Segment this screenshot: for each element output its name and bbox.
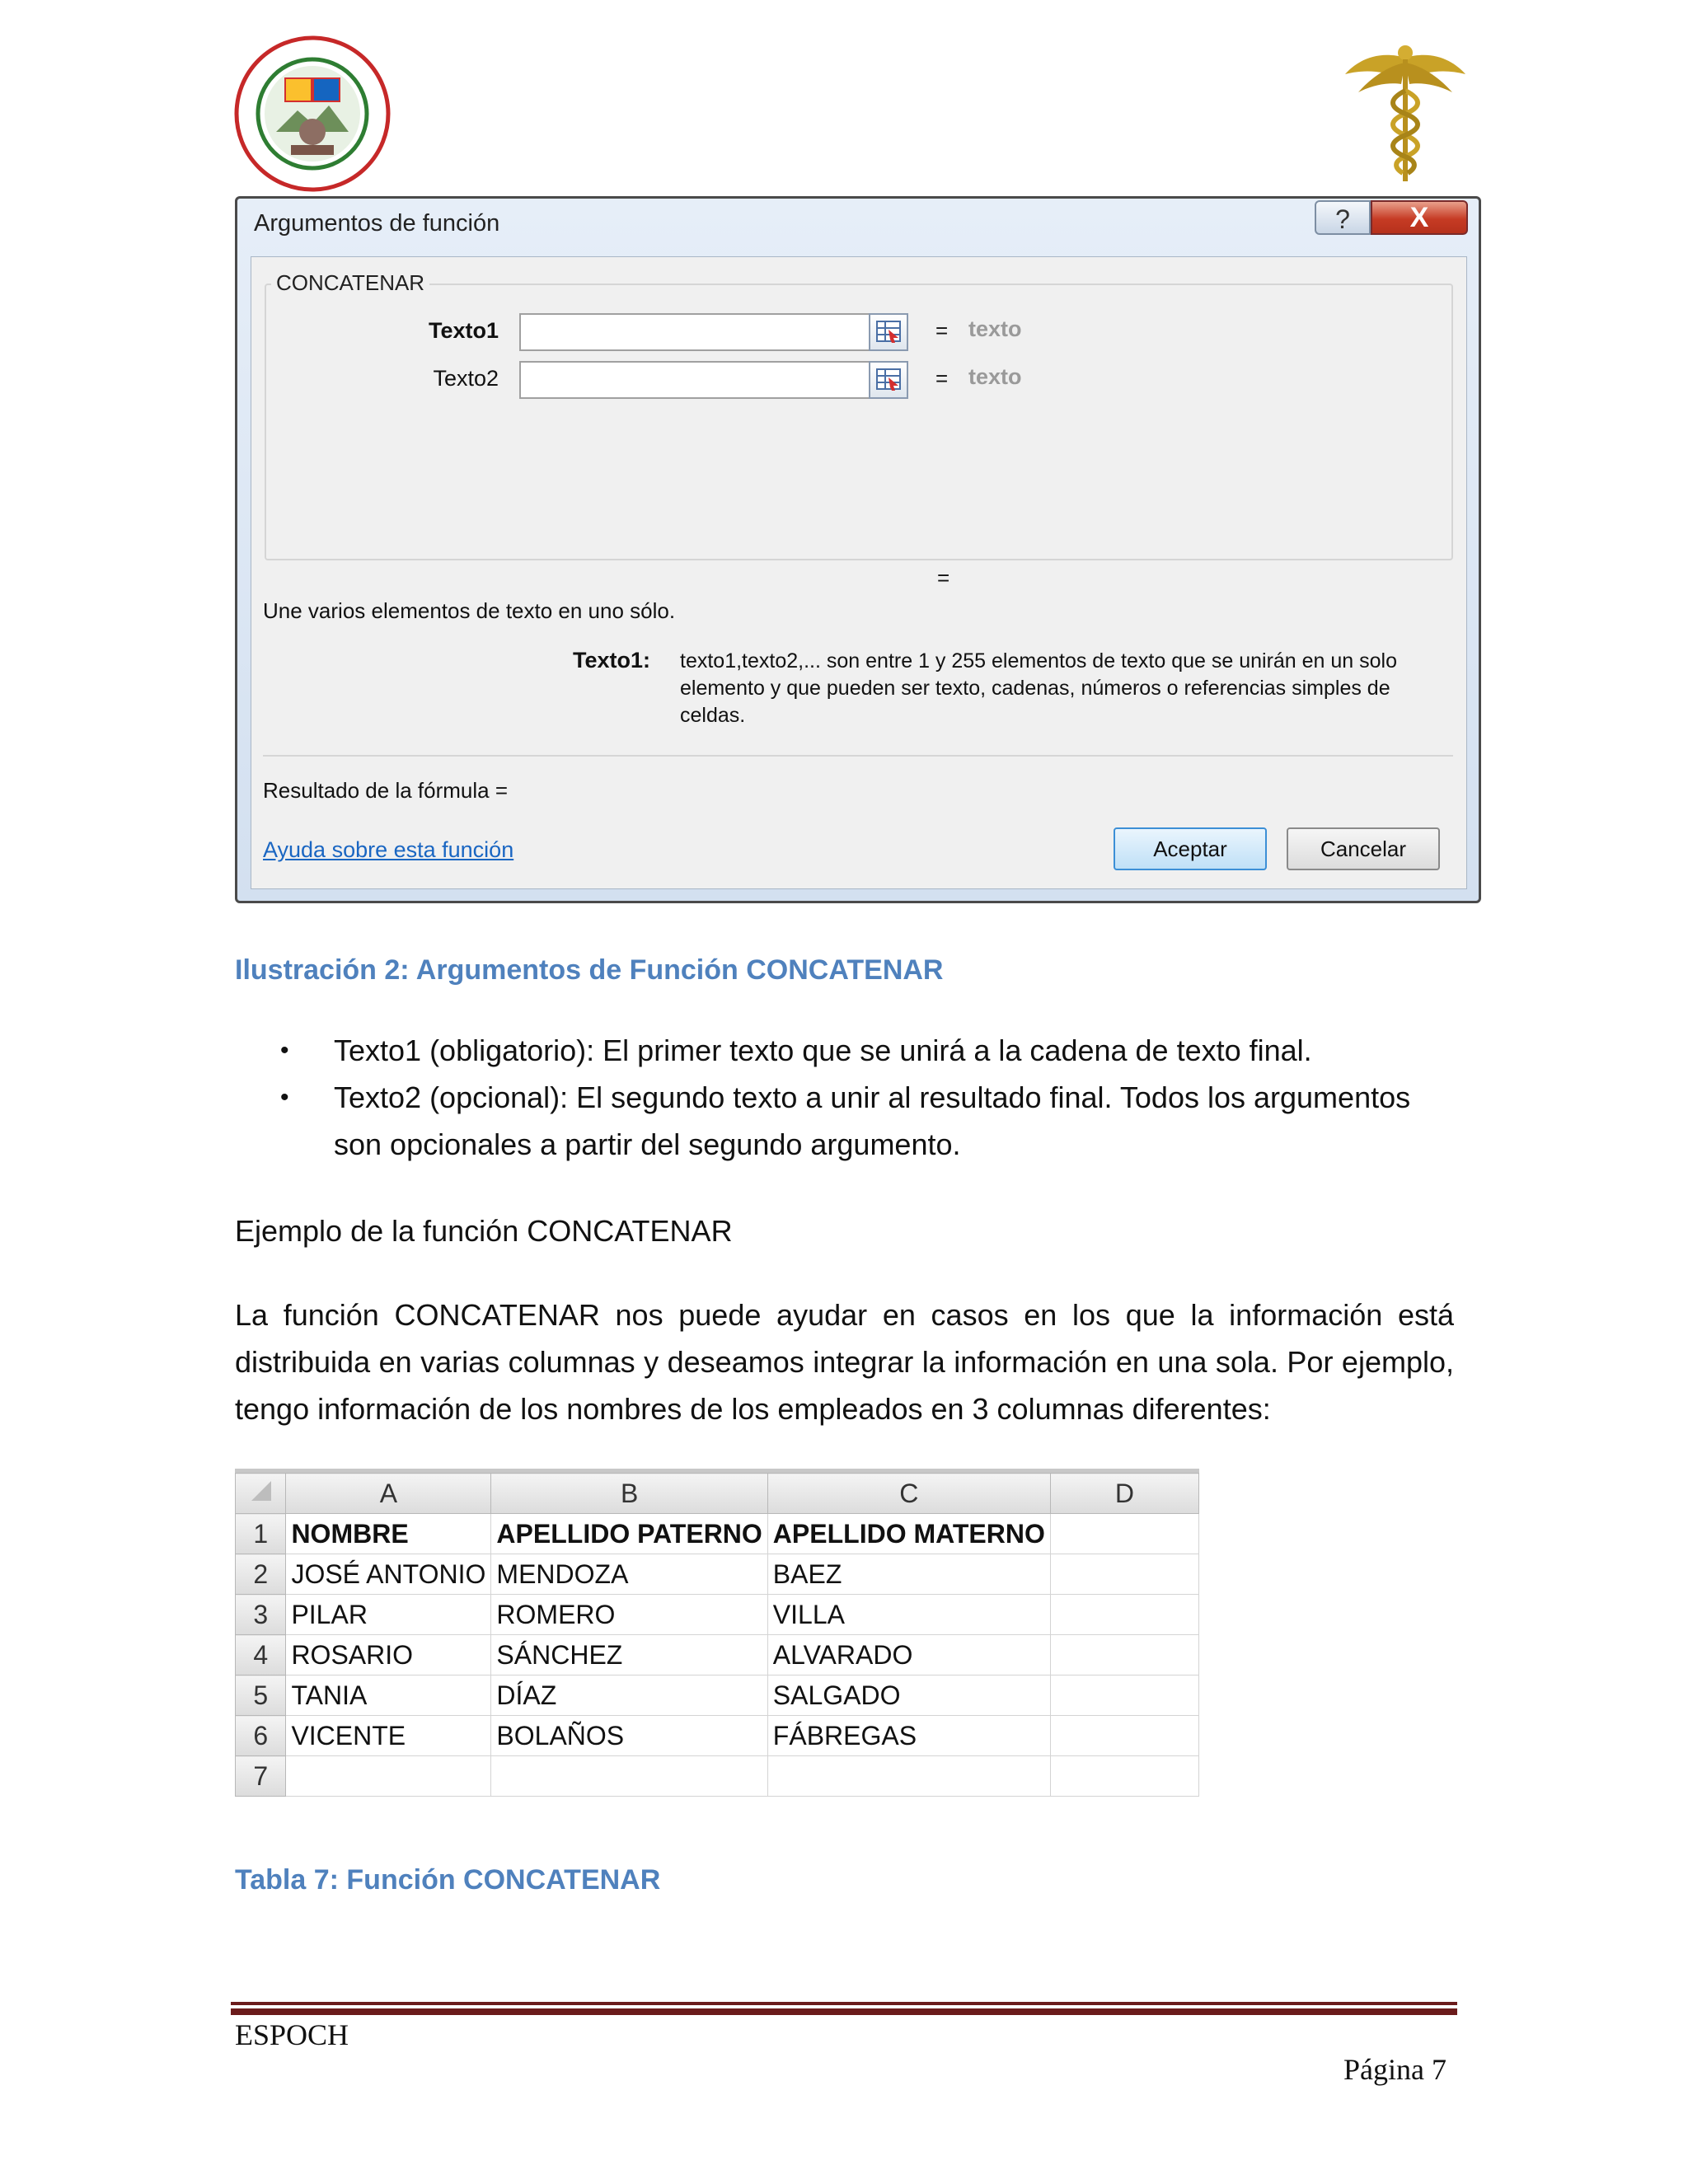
cell[interactable] (1050, 1675, 1198, 1716)
dialog-title: Argumentos de función (254, 210, 500, 237)
table-row (236, 1554, 1199, 1595)
cell[interactable]: SALGADO (767, 1675, 1050, 1716)
collapse-dialog-button-texto2[interactable] (869, 361, 908, 399)
arg-texto1-hint: texto (968, 316, 1022, 341)
arg-texto2-input[interactable] (519, 361, 872, 399)
cell[interactable]: DÍAZ (491, 1675, 767, 1716)
table-row (236, 1675, 1199, 1716)
table-row (236, 1514, 1199, 1554)
bullet-item (280, 1074, 1454, 1168)
corner-triangle-icon (248, 1478, 273, 1502)
caduceus-logo (1343, 41, 1467, 185)
cell[interactable]: APELLIDO MATERNO (767, 1514, 1050, 1554)
bullet-icon: • (280, 1037, 289, 1064)
cancel-button[interactable]: Cancelar (1287, 827, 1440, 870)
arg-texto2-hint: texto (968, 364, 1022, 389)
footer-rule-thin (231, 2002, 1457, 2005)
column-header-c[interactable]: C (767, 1474, 1050, 1514)
arg-texto1-label: Texto1 (428, 318, 499, 343)
cell[interactable]: SÁNCHEZ (491, 1635, 767, 1675)
row-header[interactable]: 2 (236, 1554, 286, 1595)
cell[interactable] (1050, 1514, 1198, 1554)
function-description: Une varios elementos de texto en uno sólo. (263, 598, 676, 623)
arg-texto2-equals: = (935, 366, 949, 391)
formula-result-label: Resultado de la fórmula = (263, 778, 509, 803)
cell[interactable] (1050, 1554, 1198, 1595)
bullet-text: Texto2 (opcional): El segundo texto a unir al resultado final. Todos los argumentos son opcionales a partir del segundo argumento. (334, 1080, 1411, 1161)
column-header-b[interactable]: B (491, 1474, 767, 1514)
table-row (236, 1756, 1199, 1797)
cell[interactable] (286, 1756, 491, 1797)
dialog-body (251, 256, 1467, 889)
spreadsheet-table (235, 1473, 1199, 1797)
dialog-separator (263, 755, 1453, 757)
row-header[interactable]: 7 (236, 1756, 286, 1797)
row-header[interactable]: 6 (236, 1716, 286, 1756)
cell[interactable] (491, 1756, 767, 1797)
footer-institution: ESPOCH (235, 2018, 349, 2051)
bullet-item (280, 1027, 1454, 1074)
function-help-link[interactable]: Ayuda sobre esta función (263, 837, 514, 862)
cell[interactable]: BAEZ (767, 1554, 1050, 1595)
cell[interactable]: ROMERO (491, 1595, 767, 1635)
spreadsheet-screenshot (235, 1469, 1199, 1815)
cell[interactable]: PILAR (286, 1595, 491, 1635)
cell[interactable]: ROSARIO (286, 1635, 491, 1675)
argument-bullet-list (280, 1027, 1454, 1168)
row-header[interactable]: 3 (236, 1595, 286, 1635)
table-caption: Tabla 7: Función CONCATENAR (235, 1864, 661, 1896)
cell[interactable]: JOSÉ ANTONIO (286, 1554, 491, 1595)
cell[interactable]: NOMBRE (286, 1514, 491, 1554)
range-select-icon (870, 363, 907, 397)
close-button[interactable]: X (1371, 200, 1468, 235)
cell[interactable]: BOLAÑOS (491, 1716, 767, 1756)
argument-description-name: Texto1: (573, 648, 651, 673)
function-result-equals: = (937, 565, 950, 590)
bullet-text: Texto1 (obligatorio): El primer texto que se unirá a la cadena de texto final. (334, 1033, 1312, 1067)
arg-texto1-equals: = (935, 318, 949, 343)
function-arguments-dialog (235, 196, 1481, 903)
body-paragraph: La función CONCATENAR nos puede ayudar en casos en los que la información está distribuida en varias columnas y deseamos integrar la información en una sola. Por ejemplo, tengo información de los nombres de los empleados en 3 columnas diferentes: (235, 1298, 1454, 1426)
figure-caption: Ilustración 2: Argumentos de Función CONCATENAR (235, 954, 944, 986)
bullet-icon: • (280, 1084, 289, 1111)
accept-button[interactable]: Aceptar (1114, 827, 1267, 870)
page-number: Página 7 (1343, 2053, 1447, 2086)
row-header[interactable]: 1 (236, 1514, 286, 1554)
table-row (236, 1716, 1199, 1756)
cell[interactable]: TANIA (286, 1675, 491, 1716)
cell[interactable] (1050, 1595, 1198, 1635)
column-header-d[interactable]: D (1050, 1474, 1198, 1514)
example-heading: Ejemplo de la función CONCATENAR (235, 1214, 733, 1248)
cell[interactable] (1050, 1756, 1198, 1797)
function-name-label: CONCATENAR (271, 270, 429, 296)
cell[interactable]: ALVARADO (767, 1635, 1050, 1675)
cell[interactable]: VICENTE (286, 1716, 491, 1756)
column-header-row (236, 1474, 1199, 1514)
cell[interactable]: APELLIDO PATERNO (491, 1514, 767, 1554)
arg-texto1-input[interactable] (519, 313, 872, 351)
row-header[interactable]: 5 (236, 1675, 286, 1716)
arg-texto2-label: Texto2 (433, 366, 499, 391)
select-all-corner[interactable] (236, 1474, 286, 1514)
range-select-icon (870, 315, 907, 349)
argument-description-text: texto1,texto2,... son entre 1 y 255 elementos de texto que se unirán en un solo elemento y que pueden ser texto, cadenas, números o referencias simples de celdas. (680, 649, 1398, 727)
cell[interactable]: MENDOZA (491, 1554, 767, 1595)
table-row (236, 1595, 1199, 1635)
espoch-seal-logo (233, 35, 392, 193)
row-header[interactable]: 4 (236, 1635, 286, 1675)
cell[interactable]: VILLA (767, 1595, 1050, 1635)
cell[interactable]: FÁBREGAS (767, 1716, 1050, 1756)
collapse-dialog-button-texto1[interactable] (869, 313, 908, 351)
help-button[interactable]: ? (1315, 200, 1371, 235)
cell[interactable] (1050, 1635, 1198, 1675)
column-header-a[interactable]: A (286, 1474, 491, 1514)
cell[interactable] (767, 1756, 1050, 1797)
footer-rule-thick (231, 2008, 1457, 2015)
table-row (236, 1635, 1199, 1675)
cell[interactable] (1050, 1716, 1198, 1756)
